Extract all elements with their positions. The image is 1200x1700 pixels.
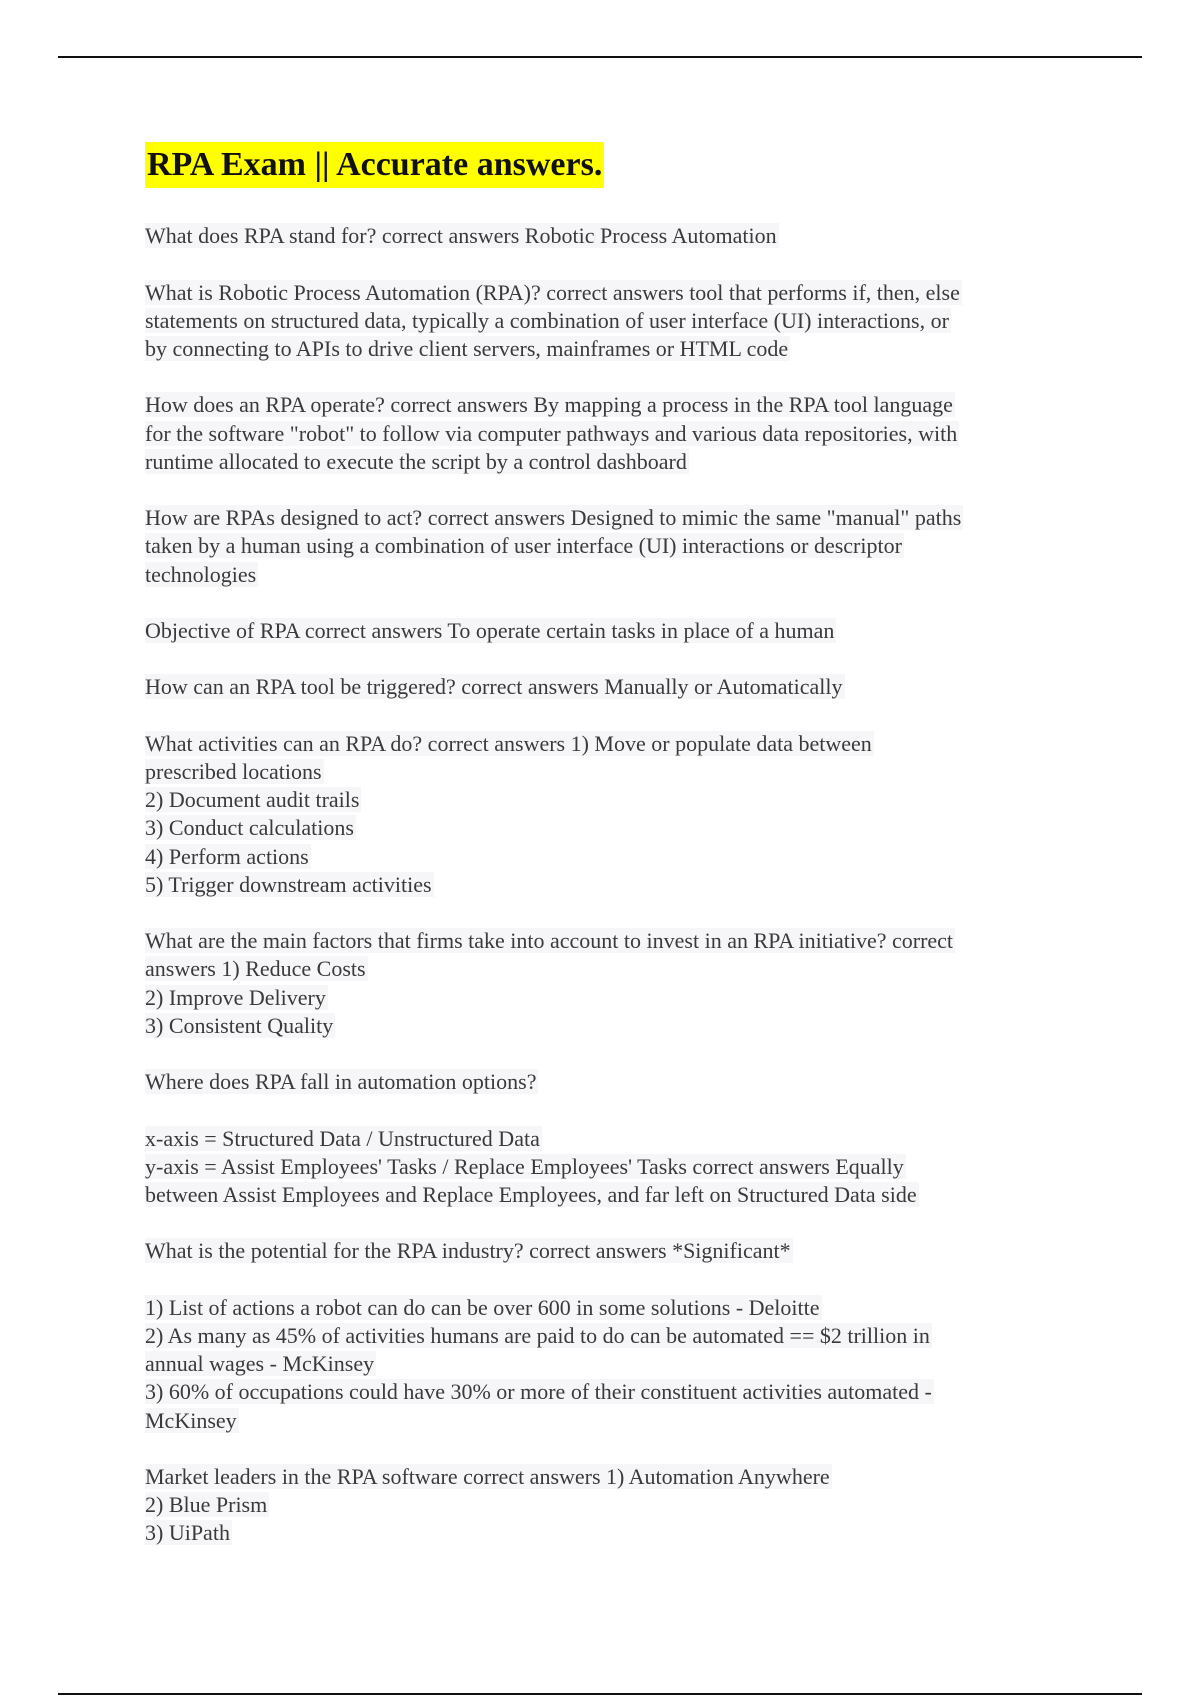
text-line-content: between Assist Employees and Replace Employees, and far left on Structured Data side — [145, 1181, 917, 1207]
text-line — [145, 1378, 1075, 1406]
qa-block — [145, 279, 1075, 364]
text-line-content: answers 1) Reduce Costs — [145, 956, 366, 982]
text-line-content: 3) UiPath — [145, 1520, 230, 1546]
text-line-content: 1) List of actions a robot can do can be over 600 in some solutions - Deloitte — [145, 1294, 820, 1320]
text-line — [145, 1519, 1075, 1547]
text-line — [145, 1012, 1075, 1040]
qa-block — [145, 927, 1075, 1040]
text-line-content: What is Robotic Process Automation (RPA)? correct answers tool that performs if, then, else — [145, 279, 960, 305]
text-line-content: What activities can an RPA do? correct answers 1) Move or populate data between — [145, 730, 872, 756]
text-line-content: Objective of RPA correct answers To operate certain tasks in place of a human — [145, 617, 835, 643]
text-line — [145, 673, 1075, 701]
text-line-content: taken by a human using a combination of user interface (UI) interactions or descriptor — [145, 533, 902, 559]
text-line-content: prescribed locations — [145, 758, 322, 784]
text-line — [145, 1153, 1075, 1181]
text-line — [145, 222, 1075, 250]
text-line — [145, 532, 1075, 560]
text-line — [145, 1491, 1075, 1519]
text-line — [145, 335, 1075, 363]
qa-block — [145, 617, 1075, 645]
text-line-content: 3) Consistent Quality — [145, 1012, 334, 1038]
text-line — [145, 561, 1075, 589]
text-line-content: 3) 60% of occupations could have 30% or more of their constituent activities automated - — [145, 1379, 932, 1405]
text-line-content: What does RPA stand for? correct answers Robotic Process Automation — [145, 223, 777, 249]
text-line — [145, 1237, 1075, 1265]
text-line-content: statements on structured data, typically a combination of user interface (UI) interactions, or — [145, 307, 949, 333]
qa-list — [145, 194, 1075, 1548]
text-line-content: 2) Document audit trails — [145, 787, 360, 813]
text-line-content: How are RPAs designed to act? correct answers Designed to mimic the same "manual" paths — [145, 505, 962, 531]
text-line — [145, 420, 1075, 448]
paragraph-gap — [145, 476, 1075, 504]
text-line-content: 3) Conduct calculations — [145, 815, 354, 841]
text-line — [145, 279, 1075, 307]
text-line-content: x-axis = Structured Data / Unstructured Data — [145, 1125, 540, 1151]
paragraph-gap — [145, 194, 1075, 222]
qa-block — [145, 391, 1075, 476]
qa-block — [145, 1294, 1075, 1435]
text-line-content: Market leaders in the RPA software correct answers 1) Automation Anywhere — [145, 1463, 830, 1489]
paragraph-gap — [145, 589, 1075, 617]
text-line — [145, 843, 1075, 871]
text-line — [145, 1181, 1075, 1209]
text-line — [145, 1322, 1075, 1350]
text-line — [145, 927, 1075, 955]
qa-block — [145, 1237, 1075, 1265]
paragraph-gap — [145, 363, 1075, 391]
text-line — [145, 1407, 1075, 1435]
paragraph-gap — [145, 702, 1075, 730]
footer-rule — [58, 1693, 1142, 1695]
paragraph-gap — [145, 899, 1075, 927]
text-line-content: runtime allocated to execute the script by a control dashboard — [145, 448, 687, 474]
document-title: RPA Exam || Accurate answers. — [145, 142, 604, 188]
text-line — [145, 1068, 1075, 1096]
qa-block — [145, 1125, 1075, 1210]
qa-block — [145, 504, 1075, 589]
text-line — [145, 955, 1075, 983]
text-line-content: What is the potential for the RPA industry? correct answers *Significant* — [145, 1238, 791, 1264]
text-line — [145, 814, 1075, 842]
text-line — [145, 1294, 1075, 1322]
text-line-content: for the software "robot" to follow via computer pathways and various data repositories, with — [145, 420, 958, 446]
text-line — [145, 1463, 1075, 1491]
qa-block — [145, 222, 1075, 250]
text-line-content: How does an RPA operate? correct answers By mapping a process in the RPA tool language — [145, 392, 953, 418]
paragraph-gap — [145, 1435, 1075, 1463]
text-line-content: 2) Improve Delivery — [145, 984, 326, 1010]
text-line-content: technologies — [145, 561, 257, 587]
text-line — [145, 984, 1075, 1012]
qa-block — [145, 730, 1075, 899]
paragraph-gap — [145, 645, 1075, 673]
text-line-content: y-axis = Assist Employees' Tasks / Replace Employees' Tasks correct answers Equally — [145, 1153, 904, 1179]
text-line — [145, 1125, 1075, 1153]
qa-block — [145, 673, 1075, 701]
text-line-content: 2) Blue Prism — [145, 1492, 268, 1518]
text-line — [145, 758, 1075, 786]
qa-block — [145, 1463, 1075, 1548]
text-line-content: How can an RPA tool be triggered? correct answers Manually or Automatically — [145, 674, 843, 700]
qa-block — [145, 1068, 1075, 1096]
paragraph-gap — [145, 250, 1075, 278]
text-line-content: Where does RPA fall in automation options? — [145, 1069, 537, 1095]
text-line — [145, 871, 1075, 899]
text-line — [145, 307, 1075, 335]
paragraph-gap — [145, 1096, 1075, 1124]
paragraph-gap — [145, 1040, 1075, 1068]
paragraph-gap — [145, 1209, 1075, 1237]
text-line-content: 4) Perform actions — [145, 843, 309, 869]
text-line — [145, 617, 1075, 645]
text-line-content: 5) Trigger downstream activities — [145, 871, 432, 897]
text-line-content: McKinsey — [145, 1407, 237, 1433]
text-line-content: annual wages - McKinsey — [145, 1351, 375, 1377]
document-body — [145, 142, 1075, 1548]
text-line — [145, 391, 1075, 419]
header-rule — [58, 56, 1142, 58]
text-line-content: What are the main factors that firms take into account to invest in an RPA initiative? correct — [145, 928, 954, 954]
text-line — [145, 448, 1075, 476]
text-line — [145, 1350, 1075, 1378]
paragraph-gap — [145, 1266, 1075, 1294]
text-line-content: by connecting to APIs to drive client servers, mainframes or HTML code — [145, 335, 789, 361]
text-line — [145, 730, 1075, 758]
text-line-content: 2) As many as 45% of activities humans are paid to do can be automated == $2 trillion in — [145, 1322, 930, 1348]
text-line — [145, 504, 1075, 532]
text-line — [145, 786, 1075, 814]
